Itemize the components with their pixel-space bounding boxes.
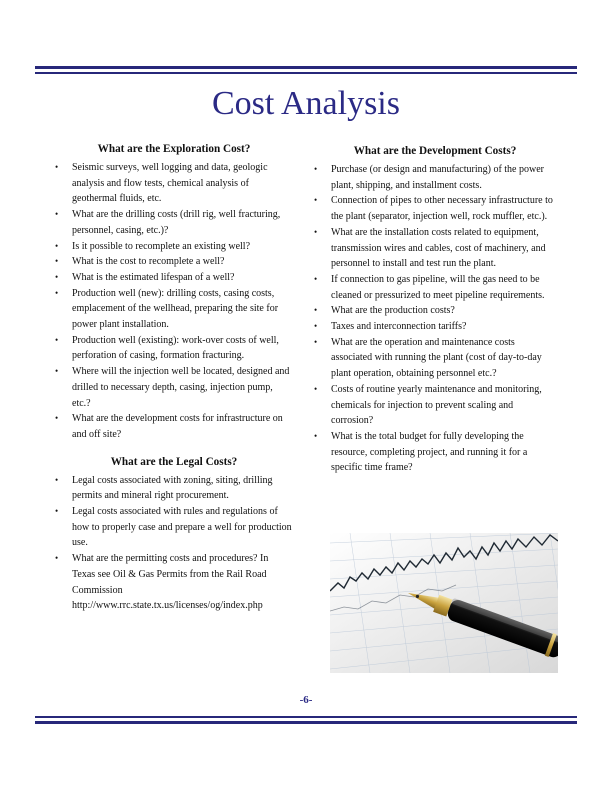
fountain-pen-chart-photo xyxy=(330,533,558,673)
left-column xyxy=(55,142,293,614)
page-title: Cost Analysis xyxy=(212,85,400,122)
exploration-heading: What are the Exploration Cost? xyxy=(97,143,251,155)
pen-on-graph-illustration xyxy=(330,533,558,673)
legal-list xyxy=(55,473,293,614)
list-item: • Legal costs associated with rules and regulations of how to properly case and prepare a well for production use. xyxy=(55,504,293,551)
list-item: • Connection of pipes to other necessary infrastructure to the plant (separator, injection well, rock muffler, etc.). xyxy=(314,193,556,224)
list-item: • What is the total budget for fully developing the resource, completing project, and running it for a specific time frame? xyxy=(314,429,556,476)
list-item: • If connection to gas pipeline, will the gas need to be cleaned or pressurized to meet pipeline requirements. xyxy=(314,272,556,303)
development-heading: What are the Development Costs? xyxy=(353,145,517,157)
bottom-rule-thin xyxy=(35,716,577,718)
development-list xyxy=(314,162,556,476)
list-item: • What are the development costs for infrastructure on and off site? xyxy=(55,411,293,442)
list-item: • Purchase (or design and manufacturing) of the power plant, shipping, and installment costs. xyxy=(314,162,556,193)
list-item: • What are the production costs? xyxy=(314,303,556,319)
top-rule-thin xyxy=(35,72,577,74)
list-item: • Is it possible to recomplete an existing well? xyxy=(55,239,293,255)
exploration-list xyxy=(55,160,293,443)
list-item: • What is the cost to recomplete a well? xyxy=(55,254,293,270)
list-item: • What are the installation costs related to equipment, transmission wires and cables, cost of machinery, and personnel to install and test run the plant. xyxy=(314,225,556,272)
right-column xyxy=(314,144,556,476)
list-item: • Where will the injection well be located, designed and drilled to necessary depth, casing, injection pump, etc.? xyxy=(55,364,293,411)
bottom-rule-thick xyxy=(35,721,577,724)
list-item: • What is the estimated lifespan of a well? xyxy=(55,270,293,286)
list-item: • Taxes and interconnection tariffs? xyxy=(314,319,556,335)
page-number: -6- xyxy=(299,694,313,706)
list-item: • Costs of routine yearly maintenance and monitoring, chemicals for injection to prevent scaling and corrosion? xyxy=(314,382,556,429)
legal-heading: What are the Legal Costs? xyxy=(110,455,238,468)
list-item: • What are the drilling costs (drill rig, well fracturing, personnel, casing, etc.)? xyxy=(55,207,293,238)
list-item: • Production well (existing): work-over costs of well, perforation of casing, formation fracturing. xyxy=(55,333,293,364)
top-rule-thick xyxy=(35,66,577,69)
list-item: • Seismic surveys, well logging and data, geologic analysis and flow tests, chemical analysis of geothermal fluids, etc. xyxy=(55,160,293,207)
list-item: • What are the permitting costs and procedures? In Texas see Oil & Gas Permits from the Rail Road Commission http://www.rrc.state.tx.us/licenses/og/index.php xyxy=(55,551,293,614)
list-item: • What are the operation and maintenance costs associated with running the plant (cost of day-to-day plant operation, obtaining personnel etc.? xyxy=(314,335,556,382)
list-item: • Production well (new): drilling costs, casing costs, emplacement of the wellhead, preparing the site for power plant installation. xyxy=(55,286,293,333)
list-item: • Legal costs associated with zoning, siting, drilling permits and mineral right procurement. xyxy=(55,473,293,504)
